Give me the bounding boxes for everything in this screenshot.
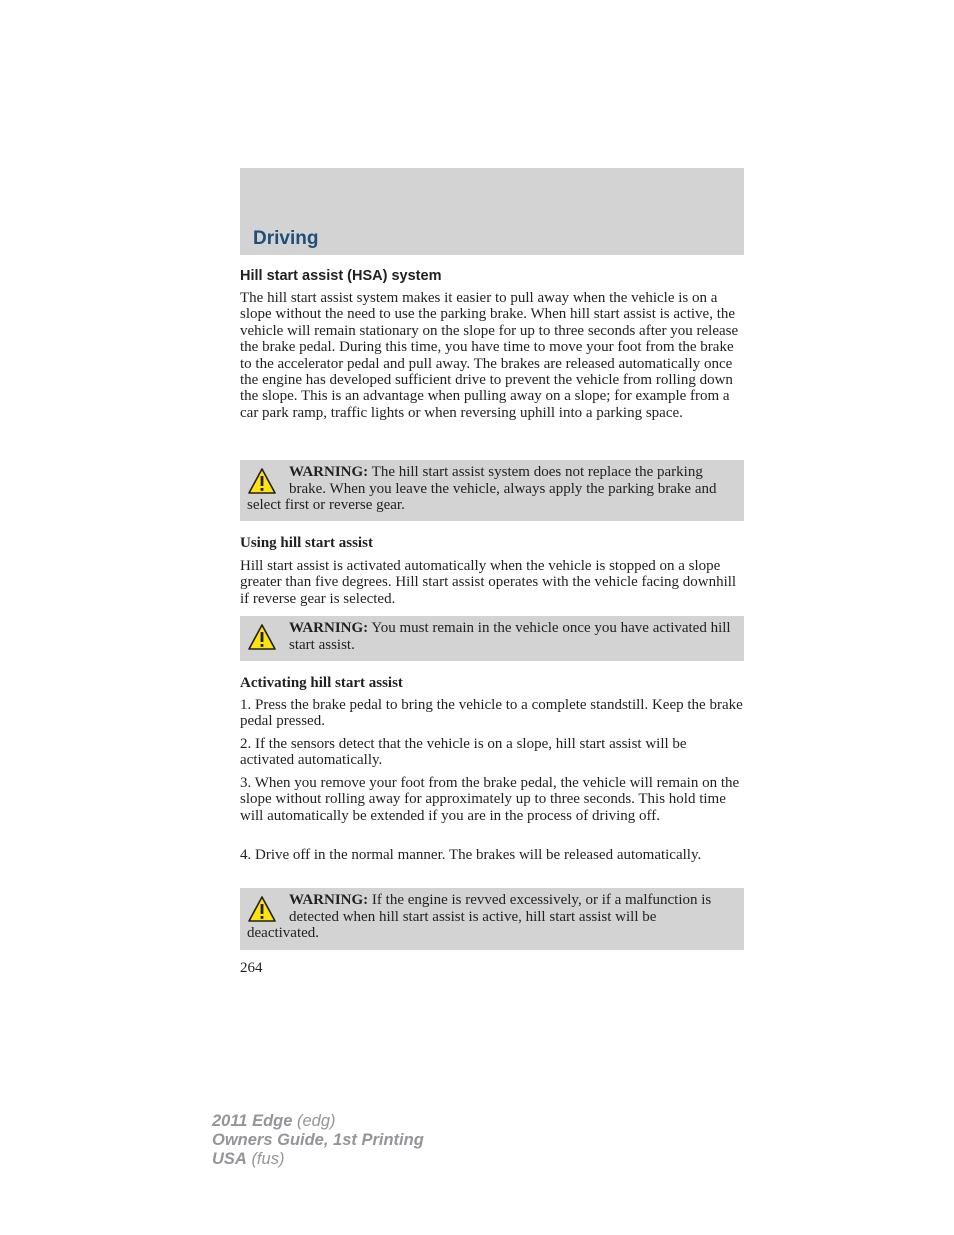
warning-box	[240, 616, 744, 661]
warning-label: WARNING:	[289, 464, 369, 480]
footer-model: 2011 Edge	[212, 1112, 293, 1130]
warning-triangle-icon	[247, 467, 277, 495]
warning-triangle-icon	[247, 895, 277, 923]
warning-box	[240, 460, 744, 521]
footer-market-code: (fus)	[251, 1150, 285, 1168]
intro-paragraph: The hill start assist system makes it easier to pull away when the vehicle is on a slope without the need to use the parking brake. When hill start assist is active, the vehicle will remain stationary on the slope for up to three seconds after you release the brake pedal. During this time, you have time to move your foot from the brake to the accelerator pedal and pull away. The brakes are released automatically once the engine has developed sufficient drive to prevent the vehicle from rolling down the slope. This is an advantage when pulling away on a slope; for example from a car park ramp, traffic lights or when reversing uphill into a parking space.	[240, 290, 739, 421]
step-item: 2. If the sensors detect that the vehicle is on a slope, hill start assist will be activated automatically.	[240, 736, 687, 769]
footer-model-code: (edg)	[297, 1112, 336, 1130]
warning-text: The hill start assist system does not replace the parking brake. When you leave the vehicle, always apply the parking brake and select first or reverse gear.	[247, 464, 717, 513]
using-paragraph: Hill start assist is activated automatically when the vehicle is stopped on a slope greater than five degrees. Hill start assist operates with the vehicle facing downhill if reverse gear is selected.	[240, 558, 737, 607]
warning-label: WARNING:	[289, 892, 369, 908]
warning-box	[240, 888, 744, 950]
warning-text: If the engine is revved excessively, or if a malfunction is detected when hill start assist is active, hill start assist will be deactivated.	[247, 892, 712, 941]
step-item: 4. Drive off in the normal manner. The brakes will be released automatically.	[240, 847, 702, 863]
warning-label: WARNING:	[289, 620, 369, 636]
document-footer	[212, 1112, 424, 1169]
section-heading: Hill start assist (HSA) system	[240, 268, 442, 284]
footer-line-model	[212, 1112, 424, 1131]
section-title: Driving	[253, 228, 319, 249]
section-header-band	[240, 168, 744, 255]
warning-triangle-icon	[247, 623, 277, 651]
subheading-activating: Activating hill start assist	[240, 675, 403, 691]
page-number: 264	[240, 960, 263, 976]
step-item: 1. Press the brake pedal to bring the vehicle to a complete standstill. Keep the brake pedal pressed.	[240, 697, 743, 730]
footer-market: USA	[212, 1150, 247, 1168]
step-item: 3. When you remove your foot from the brake pedal, the vehicle will remain on the slope without rolling away for approximately up to three seconds. This hold time will automatically be extended if you are in the process of driving off.	[240, 775, 740, 824]
footer-line-market	[212, 1150, 424, 1169]
subheading-using: Using hill start assist	[240, 535, 373, 551]
warning-text: You must remain in the vehicle once you have activated hill start assist.	[289, 620, 731, 653]
footer-guide: Owners Guide, 1st Printing	[212, 1131, 424, 1149]
footer-line-guide	[212, 1131, 424, 1150]
